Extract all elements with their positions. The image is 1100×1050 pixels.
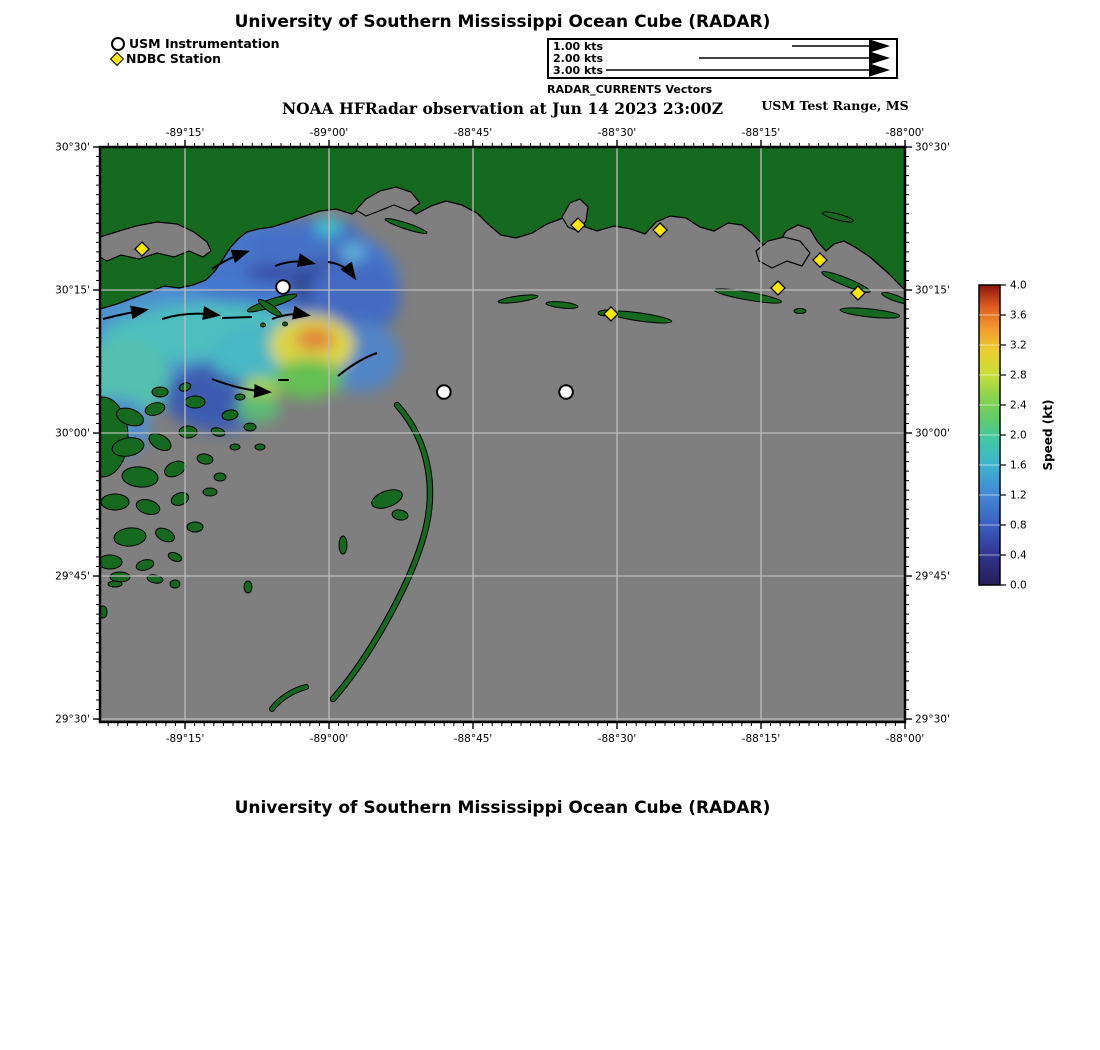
vector-scale-caption: RADAR_CURRENTS Vectors — [547, 83, 713, 96]
ndbc-station-icon — [110, 51, 124, 65]
lat-tick-label-left: 29°30' — [55, 713, 90, 726]
observation-subtitle: NOAA HFRadar observation at Jun 14 2023 23:00Z — [281, 99, 724, 118]
island — [185, 396, 205, 408]
legend-label-ndbc: NDBC Station — [126, 50, 222, 66]
lon-tick-label-bottom: -88°45' — [453, 733, 493, 745]
usm-station-marker — [559, 385, 573, 399]
lon-tick-label-top: -88°00' — [885, 127, 925, 139]
lon-tick-label-top: -89°15' — [165, 127, 205, 139]
test-range-label: USM Test Range, MS — [761, 98, 909, 113]
island — [261, 323, 266, 327]
map-legend — [111, 36, 280, 66]
colorbar-axis-label: Speed (kt) — [1041, 399, 1055, 471]
island — [244, 581, 252, 593]
vector-scale-box — [547, 38, 898, 79]
island — [339, 536, 347, 554]
island — [152, 387, 168, 397]
legend-label-usm: USM Instrumentation — [129, 35, 280, 51]
island — [283, 322, 288, 326]
colorbar-tick-label: 0.0 — [1010, 579, 1027, 592]
vector-scale-label-3: 3.00 kts — [553, 64, 604, 77]
lon-tick-label-top: -88°30' — [597, 127, 637, 139]
island — [108, 581, 122, 587]
map-area — [70, 147, 909, 722]
island — [255, 444, 265, 450]
island — [794, 309, 806, 314]
lat-tick-label-left: 30°00' — [55, 427, 90, 440]
current-vector-arrow — [222, 317, 252, 318]
lon-tick-label-bottom: -89°15' — [165, 733, 205, 745]
island — [230, 444, 240, 450]
legend-row-usm — [111, 36, 280, 51]
lon-tick-label-bottom: -88°30' — [597, 733, 637, 745]
lat-tick-label-right: 30°30' — [915, 141, 950, 154]
usm-station-marker — [437, 385, 451, 399]
island — [110, 572, 130, 582]
colorbar-tick-label: 0.8 — [1010, 519, 1027, 532]
vector-scale-label-2: 2.00 kts — [553, 52, 604, 65]
colorbar — [979, 280, 1055, 592]
legend-row-ndbc — [111, 51, 280, 66]
lat-tick-label-right: 29°45' — [915, 570, 950, 583]
lat-tick-label-right: 30°00' — [915, 427, 950, 440]
usm-station-marker — [276, 280, 290, 294]
lon-tick-label-bottom: -88°00' — [885, 733, 925, 745]
lat-tick-label-right: 29°30' — [915, 713, 950, 726]
lon-tick-label-top: -89°00' — [309, 127, 349, 139]
colorbar-tick-label: 1.2 — [1010, 489, 1027, 502]
colorbar-tick-label: 3.6 — [1010, 309, 1027, 322]
colorbar-tick-label: 2.4 — [1010, 399, 1027, 412]
island — [187, 522, 203, 532]
lon-tick-label-bottom: -88°15' — [741, 733, 781, 745]
lon-tick-label-top: -88°45' — [453, 127, 493, 139]
lat-tick-label-left: 30°15' — [55, 284, 90, 297]
colorbar-tick-label: 4.0 — [1010, 279, 1027, 292]
colorbar-tick-label: 3.2 — [1010, 339, 1027, 352]
island — [98, 555, 122, 569]
usm-instrumentation-icon — [111, 37, 125, 51]
island — [244, 423, 256, 431]
lat-tick-label-left: 29°45' — [55, 570, 90, 583]
island — [101, 494, 129, 510]
colorbar-tick-label: 0.4 — [1010, 549, 1027, 562]
lat-tick-label-right: 30°15' — [915, 284, 950, 297]
colorbar-tick-label: 2.8 — [1010, 369, 1027, 382]
island — [179, 426, 197, 438]
island — [235, 394, 245, 400]
vector-scale-label-1: 1.00 kts — [553, 40, 604, 53]
island — [203, 488, 217, 496]
island — [170, 580, 180, 588]
lat-tick-label-left: 30°30' — [55, 141, 90, 154]
page-title: University of Southern Mississippi Ocean Cube (RADAR) — [234, 12, 771, 32]
island — [214, 473, 226, 481]
colorbar-tick-label: 2.0 — [1010, 429, 1027, 442]
lon-tick-label-bottom: -89°00' — [309, 733, 349, 745]
lon-tick-label-top: -88°15' — [741, 127, 781, 139]
footer-title: University of Southern Mississippi Ocean Cube (RADAR) — [234, 798, 771, 818]
colorbar-tick-label: 1.6 — [1010, 459, 1027, 472]
